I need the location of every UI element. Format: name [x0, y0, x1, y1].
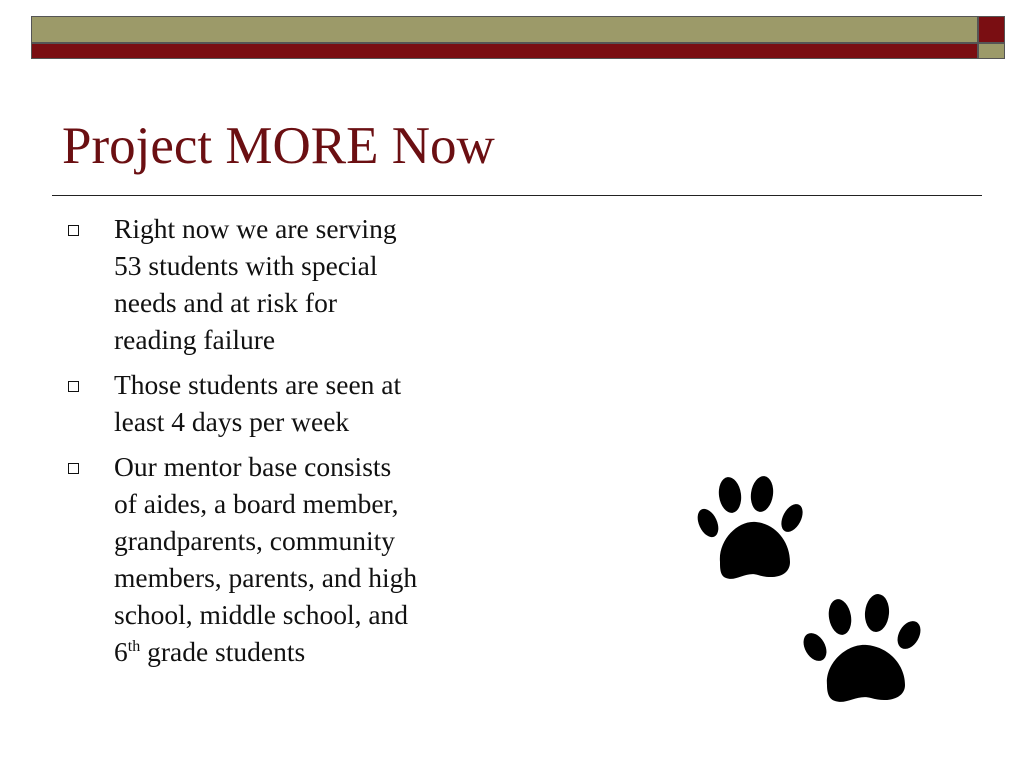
paw-toe — [799, 629, 831, 665]
paw-toe — [749, 475, 776, 514]
header-bar-maroon — [31, 43, 978, 59]
paw-toe — [777, 501, 807, 536]
header-square-olive — [978, 43, 1005, 59]
paw-toe — [717, 476, 744, 515]
paw-pad — [827, 645, 905, 702]
hollow-square-bullet-icon — [68, 381, 79, 392]
bullet-item — [64, 448, 504, 670]
bullet-line: least 4 days per week — [114, 406, 350, 437]
title-divider — [52, 195, 982, 196]
bullet-line: Those students are seen at — [114, 369, 402, 400]
bullet-line: reading failure — [114, 324, 276, 355]
paw-pad — [720, 522, 790, 579]
bullet-line: Right now we are serving — [114, 213, 397, 244]
bullet-text — [114, 210, 504, 358]
paw-print-icon — [795, 585, 925, 705]
bullet-line: members, parents, and high — [114, 562, 418, 593]
paw-toe — [826, 597, 854, 636]
hollow-square-bullet-icon — [68, 225, 79, 236]
bullet-line: of aides, a board member, — [114, 488, 399, 519]
bullet-line: school, middle school, and — [114, 599, 409, 630]
bullet-line: needs and at risk for — [114, 287, 337, 318]
paw-toe — [893, 617, 925, 653]
bullet-line: 53 students with special — [114, 250, 378, 281]
header-bar-olive — [31, 16, 978, 43]
header-square-maroon — [978, 16, 1005, 43]
ordinal-number: 6 — [114, 636, 128, 667]
paw-print-icon — [690, 470, 815, 585]
bullet-item — [64, 210, 504, 358]
bullet-list — [64, 210, 504, 678]
paw-toe — [694, 506, 723, 541]
bullet-line: Our mentor base consists — [114, 451, 392, 482]
bullet-text — [114, 448, 504, 670]
bullet-item — [64, 366, 504, 440]
bullet-line — [114, 636, 305, 667]
ordinal-rest: grade students — [140, 636, 306, 667]
bullet-text — [114, 366, 504, 440]
bullet-line: grandparents, community — [114, 525, 396, 556]
ordinal-suffix: th — [127, 637, 141, 655]
paw-toe — [863, 593, 890, 633]
slide-title: Project MORE Now — [62, 117, 495, 175]
hollow-square-bullet-icon — [68, 463, 79, 474]
